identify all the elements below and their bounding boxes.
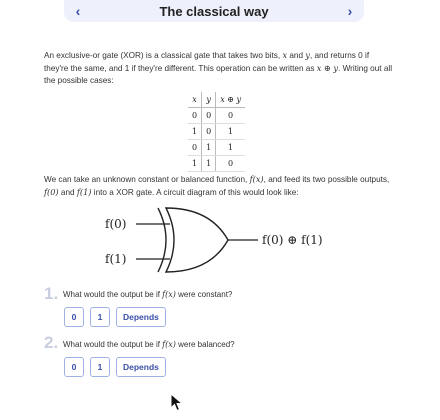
col-header-xor: x ⊕ y	[216, 92, 245, 108]
f0-math: f(0)	[44, 187, 59, 197]
page-title: The classical way	[159, 3, 269, 19]
table-cell: 0	[188, 140, 202, 156]
table-cell: 1	[188, 124, 202, 140]
table-cell: 1	[216, 124, 245, 140]
intro-and: and	[287, 51, 306, 60]
xor-expression: x ⊕ y	[316, 63, 339, 73]
explain-text-2: , and feed its two possible outputs,	[263, 175, 390, 184]
question-text-before: What would the output be if	[63, 290, 163, 299]
truth-table	[188, 92, 245, 172]
lesson-header	[64, 0, 364, 22]
intro-paragraph	[44, 49, 394, 87]
answer-0-button[interactable]: 0	[64, 307, 84, 327]
chevron-left-icon[interactable]: ‹	[75, 3, 81, 19]
explain-text-1: We can take an unknown constant or balanced function,	[44, 175, 250, 184]
table-cell: 0	[216, 108, 245, 124]
explain-paragraph	[44, 173, 394, 199]
f1-math: f(1)	[76, 187, 92, 197]
fx-math: f(x)	[162, 340, 176, 349]
answer-depends-button[interactable]: Depends	[116, 307, 166, 327]
table-cell: 0	[202, 124, 216, 140]
table-cell: 0	[188, 108, 202, 124]
question-text-before: What would the output be if	[63, 340, 163, 349]
question-1-text	[63, 290, 232, 299]
intro-text-3: . Writing out all the possible cases:	[44, 64, 393, 85]
question-2-answers	[64, 357, 166, 377]
xor-gate-body	[166, 208, 228, 272]
chevron-right-icon[interactable]: ›	[347, 3, 353, 19]
table-row	[188, 108, 245, 124]
table-cell: 0	[216, 156, 245, 172]
question-text-after: were balanced?	[175, 340, 235, 349]
answer-1-button[interactable]: 1	[90, 357, 110, 377]
table-cell: 0	[202, 108, 216, 124]
col-header-y: y	[202, 92, 216, 108]
table-cell: 1	[216, 140, 245, 156]
table-cell: 1	[202, 140, 216, 156]
table-row	[188, 140, 245, 156]
question-text-after: were constant?	[175, 290, 233, 299]
answer-1-button[interactable]: 1	[90, 307, 110, 327]
truth-table-header	[188, 92, 245, 108]
table-cell: 1	[188, 156, 202, 172]
fx-math: f(x)	[249, 174, 264, 184]
answer-0-button[interactable]: 0	[64, 357, 84, 377]
explain-and: and	[58, 188, 77, 197]
xor-extra-curve	[158, 208, 166, 272]
fx-math: f(x)	[162, 290, 176, 299]
input-label-bottom: f(1)	[105, 252, 127, 266]
xor-circuit-diagram	[100, 200, 340, 280]
table-row	[188, 124, 245, 140]
question-1-number: 1.	[44, 284, 59, 303]
intro-text-1: An exclusive-or gate (XOR) is a classical gate that takes two bits,	[44, 51, 283, 60]
input-label-top: f(0)	[105, 217, 127, 231]
explain-text-3: into a XOR gate. A circuit diagram of this would look like:	[91, 188, 299, 197]
output-label: f(0) ⊕ f(1)	[262, 233, 323, 247]
table-row	[188, 156, 245, 172]
question-1-answers	[64, 307, 166, 327]
var-x: x	[282, 50, 288, 60]
question-2-text	[63, 340, 235, 349]
answer-depends-button[interactable]: Depends	[116, 357, 166, 377]
var-y: y	[305, 50, 310, 60]
table-cell: 1	[202, 156, 216, 172]
mouse-cursor-icon	[170, 393, 184, 413]
intro-text-2: , and returns 0 if they're the same, and 1 if they're different. This operation can be written as	[44, 51, 370, 73]
question-2-number: 2.	[44, 333, 59, 352]
col-header-x: x	[188, 92, 202, 108]
